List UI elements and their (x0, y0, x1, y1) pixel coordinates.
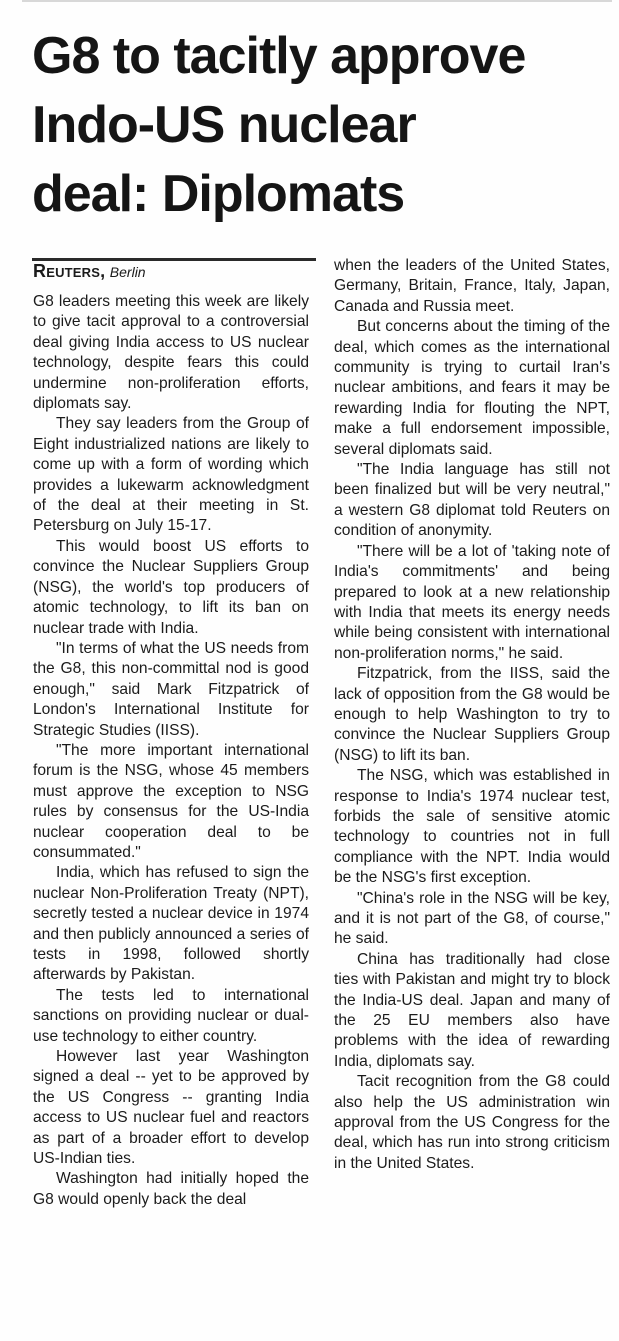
right-column (334, 256, 610, 1174)
byline-agency: Reuters, (33, 261, 106, 281)
headline-line: deal: Diplomats (32, 165, 405, 223)
paragraph: "There will be a lot of 'taking note of India's commitments' and being prepared to look at a new relationship with India that meets its energy needs while being consistent with international non-proliferation norms," he said. (334, 542, 610, 662)
paragraph: when the leaders of the United States, Germany, Britain, France, Italy, Japan, Canada and Russia meet. (334, 257, 610, 315)
paragraph: G8 leaders meeting this week are likely to give tacit approval to a controversial deal giving India access to US nuclear technology, despite fears this could undermine non-proliferation efforts, diplomats say. (33, 293, 309, 413)
paragraph: "In terms of what the US needs from the G8, this non-committal nod is good enough," said Mark Fitzpatrick of London's International Institute for Strategic Studies (IISS). (33, 639, 309, 739)
paragraph: The NSG, which was established in response to India's 1974 nuclear test, forbids the sale of sensitive atomic technology to countries not in full compliance with the NPT. India would be the NSG's first exception. (334, 767, 610, 887)
paragraph: The tests led to international sanctions on providing nuclear or dual-use technology to either country. (33, 986, 309, 1045)
paragraph: However last year Washington signed a deal -- yet to be approved by the US Congress -- granting India access to US nuclear fuel and reactors as part of a broader effort to develop US-Indian ties. (33, 1048, 309, 1168)
top-divider (22, 0, 612, 2)
left-column (33, 292, 309, 1210)
paragraph: They say leaders from the Group of Eight industrialized nations are likely to come up with a form of wording which provides a lukewarm acknowledgment of the deal at their meeting in St. Petersburg on July 15-17. (33, 415, 309, 535)
paragraph: India, which has refused to sign the nuclear Non-Proliferation Treaty (NPT), secretly tested a nuclear device in 1974 and then publicly announced a series of tests in 1998, followed shortly afterwards by Pakistan. (33, 864, 309, 984)
paragraph: This would boost US efforts to convince the Nuclear Suppliers Group (NSG), the world's top producers of atomic technology, to lift its ban on nuclear trade with India. (33, 537, 309, 637)
paragraph: Tacit recognition from the G8 could also help the US administration win approval from the US Congress for the deal, which has run into strong criticism in the United States. (334, 1073, 610, 1172)
paragraph: "The more important international forum is the NSG, whose 45 members must approve the exception to NSG rules by consensus for the US-India nuclear cooperation deal to be consummated." (33, 741, 309, 861)
paragraph: But concerns about the timing of the deal, which comes as the international community is trying to curtail Iran's nuclear ambitions, and fears it may be rewarding India for flouting the NPT, make a full endorsement impossible, several diplomats said. (334, 318, 610, 458)
byline-place: Berlin (109, 264, 146, 280)
paragraph: "The India language has still not been finalized but will be very neutral," a western G8 diplomat told Reuters on condition of anonymity. (334, 461, 610, 540)
byline (33, 261, 146, 283)
paragraph: China has traditionally had close ties with Pakistan and might try to block the India-US deal. Japan and many of the 25 EU members also have problems with the idea of rewarding India, diplomats say. (334, 950, 610, 1070)
paragraph: Washington had initially hoped the G8 would openly back the deal (33, 1170, 309, 1208)
headline-line: Indo-US nuclear (32, 96, 416, 154)
headline-line: G8 to tacitly approve (32, 27, 526, 85)
headline (32, 22, 612, 229)
paragraph: "China's role in the NSG will be key, and it is not part of the G8, of course," he said. (334, 889, 610, 948)
paragraph: Fitzpatrick, from the IISS, said the lack of opposition from the G8 would be enough to help Washington to try to convince the Nuclear Suppliers Group (NSG) to lift its ban. (334, 665, 610, 764)
